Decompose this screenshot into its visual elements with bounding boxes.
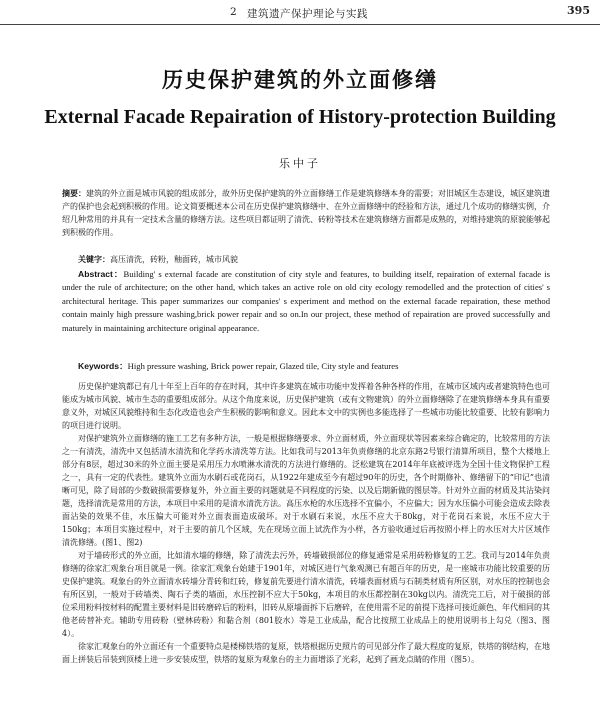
body-paragraph: 徐家汇观象台的外立面还有一个重要特点是楼梯铁塔的复原，铁塔根据历史照片的可见部分作了最大程度的复原，铁塔的钢结构，在地面上拼装后吊装到顶楼上进一步安装成型，铁塔的复原为观象台的主力面增添了光彩，起到了画龙点睛的作用（图5）。 xyxy=(62,642,550,664)
page-number: 395 xyxy=(567,4,590,17)
keywords-en-text: High pressure washing, Brick power repair, Glazed tile, City style and features xyxy=(127,361,399,371)
body-paragraph: 对于墙砖形式的外立面，比如清水墙的修缮，除了清洗去污外，砖墙破损部位的修复通常是采用砖粉修复的工艺。我司与2014年负责修缮的徐家汇观象台项目就是一例。徐家汇观象台始建于1901年，对城区进行气象观测已有超百年的历史，是一座城市功能比较重要的历史保护建筑。观象台的外立面清水砖墙分青砖和红砖，修复前先要进行清水清洗，砖墙表面材质与石制类材质有所区别，对水压的控制也会有所区别，一般对于砖墙类、陶石子类的墙面，水压控制不应大于50kg，本项目的水压都控制在30kg以内。清洗完工后，对于破损的部位采用粉料按材料的配置主要材料是旧砖磨碎后的粉料，旧砖从原墙面拆下后磨碎，在使用需不足的前提下选择可接近颜色、年代相同的其他老砖替补充。辅助专用砖粉（壁林砖粉）和黏合剂（801胶水）等是工业成品，配合比按照工业成品上的使用说明书上勾兑（图3、图4）。 xyxy=(62,551,550,638)
keywords-cn xyxy=(62,253,550,266)
paper-title-en: External Facade Repairation of History-protection Building xyxy=(44,106,556,128)
body-text xyxy=(62,380,550,666)
abstract-cn xyxy=(62,187,550,239)
keywords-en-label: Keywords： xyxy=(78,361,128,371)
running-head-title: 建筑遗产保护理论与实践 xyxy=(247,8,368,20)
author-name: 乐中子 xyxy=(279,157,321,170)
chapter-number: 2 xyxy=(230,6,237,18)
abstract-en xyxy=(62,268,550,335)
abstract-en-label: Abstract： xyxy=(78,269,124,279)
keywords-cn-text: 高压清洗，砖粉，釉面砖，城市风貌 xyxy=(110,255,238,264)
header-rule xyxy=(0,24,600,25)
running-head xyxy=(110,4,590,22)
abstract-cn-label: 摘要： xyxy=(62,189,86,198)
paper-title-cn: 历史保护建筑的外立面修缮 xyxy=(162,68,438,92)
keywords-en xyxy=(62,360,550,373)
abstract-en-text: Building' s external facade are constitution of city style and features, to building itself, repairation of external facade is under the rule of architecture; on the other hand, which takes an active role on old city ecology remodelled and the protection of cities' s architectural heritage. This paper summarizes our companies' s experiment and method on the external facade repairation, these method contain mainly high pressure washing,brick power repair and so on.In our project, these method of repairation are proved successfully and maturely in maintaining architecture original appearance. xyxy=(62,269,550,333)
body-paragraph: 历史保护建筑都已有几十年至上百年的存在时间，其中许多建筑在城市功能中发挥着各种各样的作用，在城市区域内或者建筑特色也可能成为城市风貌、城市生态的重要组成部分。从这个角度来说，历史保护建筑（或有文物建筑）的外立面修缮除了在建筑修缮本身具有重要意义外，对城区风貌维持和生态化改造也会产生积极的影响和意义。因此本文中的实例也多能选择了一些城市功能比较重要、比较有影响力的项目进行说明。 xyxy=(62,382,550,430)
body-paragraph: 对保护建筑外立面修缮的施工工艺有多种方法，一般是根据修缮要求、外立面材质，外立面现状等因素来综合确定的，比较常用的方法之一有清洗，清洗中又包括清水清洗和化学药水清洗等方法。比如我司与2013年负责修缮的北京东路2号银行清算所项目，整个大楼地上部分有8层，超过30米的外立面主要是采用压力水喷淋水清洗的方法进行修缮的。泛松建筑在2014年年底被评选为全国十佳文物保护工程之一，具有一定的代表性。建筑外立面为水刷石或花岗石，从1922年建成至今有超过90年的历史，各个时期修补、修缮留下的“印记”也清晰可见，除了局部的少数破损需要修复外，外立面主要的问题就是不同程度的污染、以及后期新做的图层等。针对外立面的材质及其沾染问题，选择清洗是常用的方法，本项目中采用的是清水清洗方法。高压水枪的水压选择不宜偏小，不应偏大；因为水压偏小可能会造成去除表面沾染的效果不佳，水压偏大可能对外立面表面造成破坏。对于水刷石来说，水压不应大于80kg，对于花岗石来说，水压不应大于150kg；本项目实施过程中，对于主要的前几个区域，先在现场立面上试洗作为小样，各方验收通过后再按照小样上的水压对大片区域作清洗修缮。(图1、图2) xyxy=(62,434,550,547)
keywords-cn-label: 关键字： xyxy=(78,255,110,264)
abstract-cn-text: 建筑的外立面是城市风貌的组成部分，故外历史保护建筑的外立面修缮工作是建筑修缮本身的需要；对旧城区生态建设，城区建筑遗产的保护也会起到积极的作用。论文简要概述本公司在历史保护建筑修缮中、在外立面修缮中的经验和方法，通过几个成功的修缮实例，介绍几种常用的并具有一定技术含量的修缮方法。这些项目都证明了清洗、砖粉等技术在建筑修缮方面都是成熟的，对维持建筑的原貌能够起到积极的作用。 xyxy=(62,189,550,237)
